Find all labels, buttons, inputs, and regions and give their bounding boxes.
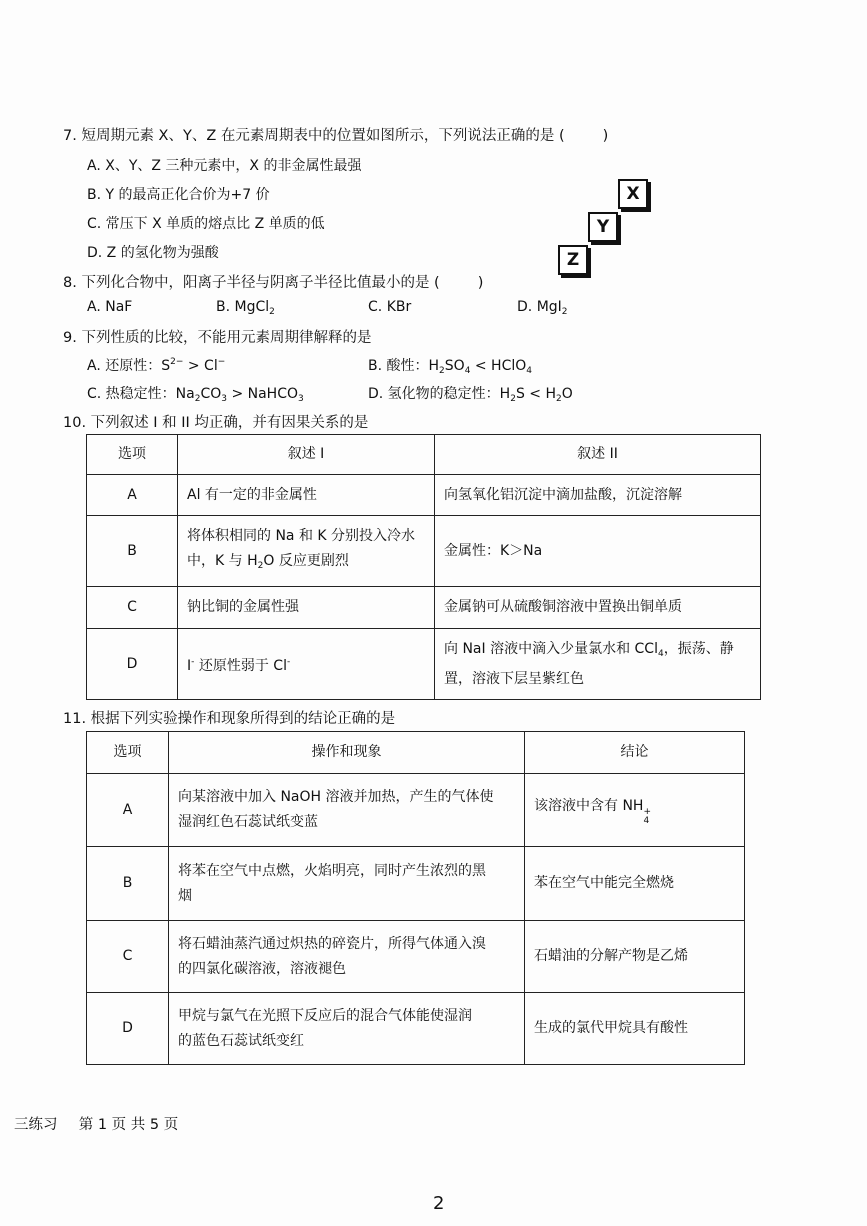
q8-option-d: D. MgI$_2$ bbox=[517, 299, 568, 317]
q7-option-c: C. 常压下 X 单质的熔点比 Z 单质的低 bbox=[87, 216, 325, 232]
q10-row-b-option: B bbox=[87, 516, 178, 587]
q7-option-d: D. Z 的氢化物为强酸 bbox=[87, 245, 219, 261]
q10-row-d-statement-1: I- 还原性弱于 Cl- bbox=[178, 629, 435, 700]
q10-row-c-option: C bbox=[87, 587, 178, 629]
q11-row-c-operation: 将石蜡油蒸汽通过炽热的碎瓷片，所得气体通入溴 的四氯化碳溶液，溶液褪色 bbox=[169, 921, 525, 993]
q11-table bbox=[86, 731, 745, 1065]
table-row bbox=[87, 921, 745, 993]
q10-header-statement-2: 叙述 II bbox=[435, 435, 761, 475]
q8-option-c: C. KBr bbox=[368, 299, 412, 315]
element-box-y: Y bbox=[588, 212, 618, 242]
q10-header-option: 选项 bbox=[87, 435, 178, 475]
footer-text bbox=[14, 1113, 178, 1134]
page-number: 2 bbox=[433, 1193, 445, 1214]
table-row bbox=[87, 475, 761, 516]
q9-option-c: C. 热稳定性：$Na_2CO_3$ > NaHCO$_3$ bbox=[87, 386, 304, 404]
q10-row-a-statement-1: Al 有一定的非金属性 bbox=[178, 475, 435, 516]
q11-row-c-conclusion: 石蜡油的分解产物是乙烯 bbox=[525, 921, 745, 993]
q11-row-d-conclusion: 生成的氯代甲烷具有酸性 bbox=[525, 993, 745, 1065]
q11-row-b-operation: 将苯在空气中点燃，火焰明亮，同时产生浓烈的黑 烟 bbox=[169, 847, 525, 921]
q8-stem: 8. 下列化合物中，阳离子半径与阴离子半径比值最小的是 ( ) bbox=[63, 275, 484, 291]
q11-row-b-option: B bbox=[87, 847, 169, 921]
table-row bbox=[87, 993, 745, 1065]
table-row bbox=[87, 774, 745, 847]
q10-row-a-option: A bbox=[87, 475, 178, 516]
q11-stem: 11. 根据下列实验操作和现象所得到的结论正确的是 bbox=[63, 711, 396, 727]
q10-row-a-statement-2: 向氢氧化铝沉淀中滴加盐酸，沉淀溶解 bbox=[435, 475, 761, 516]
q11-row-a-conclusion: 该溶液中含有 NH + 4 bbox=[525, 774, 745, 847]
table-row bbox=[87, 847, 745, 921]
q7-stem: 7. 短周期元素 X、Y、Z 在元素周期表中的位置如图所示，下列说法正确的是 ( ) bbox=[63, 128, 609, 144]
q10-header-row bbox=[87, 435, 761, 475]
q10-row-d-statement-2: 向 NaI 溶液中滴入少量氯水和 CCl$_4$，振荡、静 置，溶液下层呈紫红色 bbox=[435, 629, 761, 700]
q9-option-a: A. 还原性：$S^{2-} > Cl^-$ bbox=[87, 357, 226, 374]
q10-row-d-option: D bbox=[87, 629, 178, 700]
q8-option-b: B. MgCl$_2$ bbox=[216, 299, 275, 317]
q10-row-c-statement-1: 钠比铜的金属性强 bbox=[178, 587, 435, 629]
q11-header-row bbox=[87, 732, 745, 774]
q8-option-a: A. NaF bbox=[87, 299, 133, 315]
q11-row-c-option: C bbox=[87, 921, 169, 993]
q10-row-b-statement-2: 金属性：K＞Na bbox=[435, 516, 761, 587]
table-row bbox=[87, 516, 761, 587]
q11-row-d-option: D bbox=[87, 993, 169, 1065]
footer-left: 三练习 bbox=[14, 1117, 58, 1133]
q11-header-operation: 操作和现象 bbox=[169, 732, 525, 774]
q11-row-d-operation: 甲烷与氯气在光照下反应后的混合气体能使湿润 的蓝色石蕊试纸变红 bbox=[169, 993, 525, 1065]
footer-page-info: 第 1 页 共 5 页 bbox=[78, 1117, 179, 1133]
q9-stem: 9. 下列性质的比较，不能用元素周期律解释的是 bbox=[63, 330, 372, 346]
q10-row-b-statement-1: 将体积相同的 Na 和 K 分别投入冷水 中，K 与 $H_2O$ 反应更剧烈 bbox=[178, 516, 435, 587]
element-box-z: Z bbox=[558, 245, 588, 275]
q11-row-b-conclusion: 苯在空气中能完全燃烧 bbox=[525, 847, 745, 921]
q11-row-a-operation: 向某溶液中加入 NaOH 溶液并加热，产生的气体使 湿润红色石蕊试纸变蓝 bbox=[169, 774, 525, 847]
q7-option-b: B. Y 的最高正化合价为+7 价 bbox=[87, 187, 270, 203]
q11-row-a-option: A bbox=[87, 774, 169, 847]
q10-row-c-statement-2: 金属钠可从硫酸铜溶液中置换出铜单质 bbox=[435, 587, 761, 629]
q10-header-statement-1: 叙述 I bbox=[178, 435, 435, 475]
q11-header-conclusion: 结论 bbox=[525, 732, 745, 774]
q11-header-option: 选项 bbox=[87, 732, 169, 774]
q9-option-b: B. 酸性：$H_2SO_4$ < HClO$_4$ bbox=[368, 358, 532, 376]
q7-option-a: A. X、Y、Z 三种元素中，X 的非金属性最强 bbox=[87, 158, 362, 174]
q10-table bbox=[86, 434, 761, 700]
q10-stem: 10. 下列叙述 I 和 II 均正确，并有因果关系的是 bbox=[63, 415, 369, 431]
table-row bbox=[87, 629, 761, 700]
table-row bbox=[87, 587, 761, 629]
q9-option-d: D. 氢化物的稳定性：$H_2S < H_2O$ bbox=[368, 386, 573, 404]
element-box-x: X bbox=[618, 179, 648, 209]
